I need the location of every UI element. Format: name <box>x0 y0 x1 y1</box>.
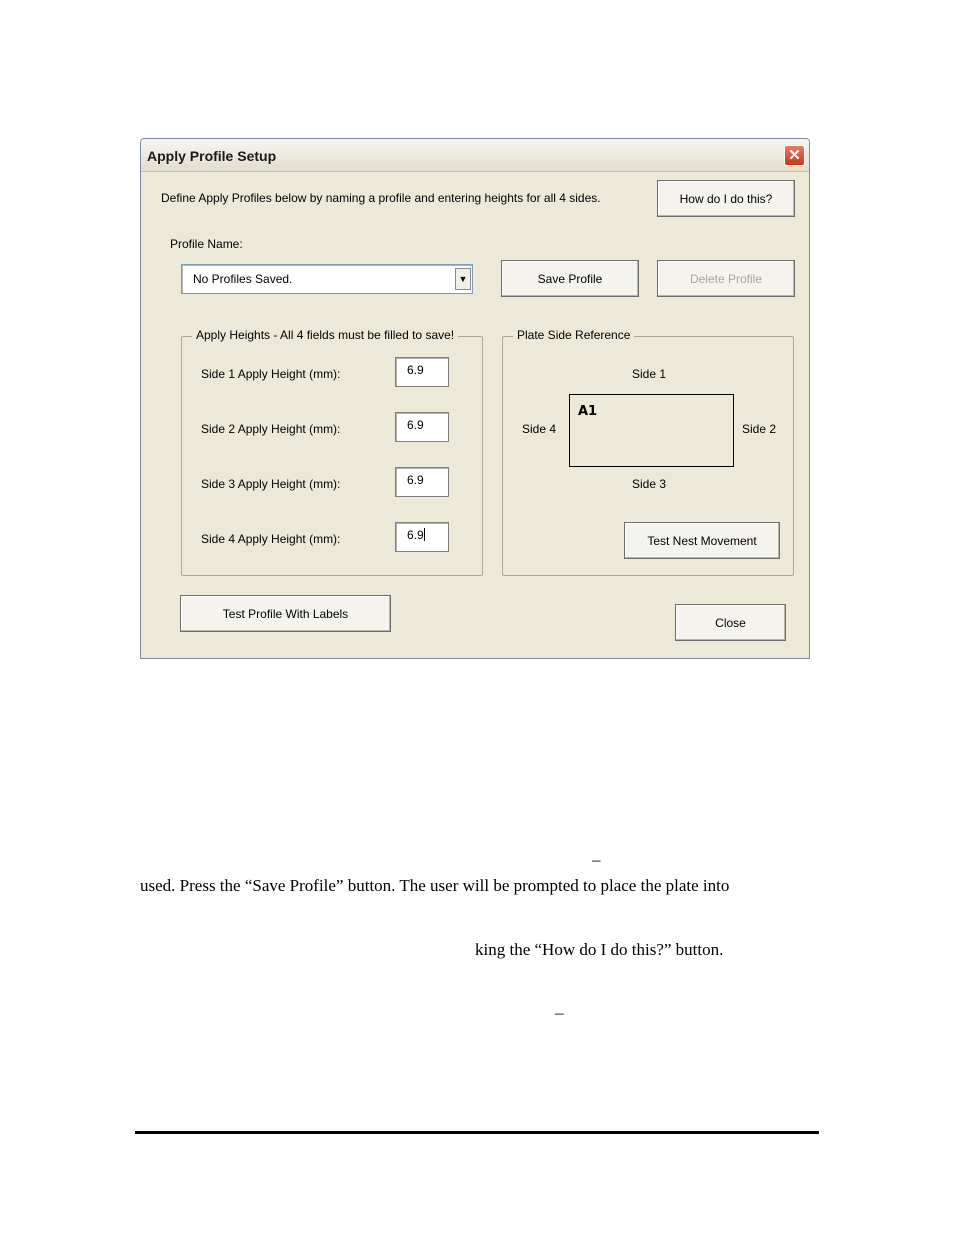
side-2-height-label: Side 2 Apply Height (mm): <box>201 422 341 436</box>
save-profile-button[interactable]: Save Profile <box>501 260 639 297</box>
text-cursor <box>424 528 425 541</box>
apply-heights-legend: Apply Heights - All 4 fields must be filled to save! <box>192 328 458 342</box>
side-2-reference-label: Side 2 <box>742 422 777 436</box>
close-button[interactable]: Close <box>675 604 786 641</box>
document-line-1: used. Press the “Save Profile” button. The user will be prompted to place the plate into <box>140 876 730 895</box>
test-nest-movement-button[interactable]: Test Nest Movement <box>624 522 780 559</box>
side-3-reference-label: Side 3 <box>632 477 667 491</box>
footer-rule <box>135 1131 819 1134</box>
side-1-reference-label: Side 1 <box>632 367 667 381</box>
plate-diagram <box>569 394 734 467</box>
side-1-height-input[interactable]: 6.9 <box>395 357 449 387</box>
side-3-height-input[interactable]: 6.9 <box>395 467 449 497</box>
plate-well-label: A1 <box>578 404 598 419</box>
apply-profile-dialog <box>140 138 810 659</box>
close-window-icon[interactable]: ✕ <box>784 145 805 166</box>
dropdown-arrow-icon[interactable]: ▼ <box>455 268 471 290</box>
side-4-height-value: 6.9 <box>407 528 424 542</box>
title-bar[interactable] <box>141 139 809 172</box>
profile-name-dropdown[interactable] <box>181 264 473 294</box>
side-4-height-label: Side 4 Apply Height (mm): <box>201 532 341 546</box>
document-dash-1: – <box>592 850 601 869</box>
side-4-reference-label: Side 4 <box>522 422 557 436</box>
plate-side-reference-group <box>502 328 794 576</box>
delete-profile-button[interactable]: Delete Profile <box>657 260 795 297</box>
profile-name-value: No Profiles Saved. <box>193 272 293 286</box>
side-1-height-label: Side 1 Apply Height (mm): <box>201 367 341 381</box>
document-line-2: king the “How do I do this?” button. <box>475 940 724 959</box>
dialog-title: Apply Profile Setup <box>147 148 277 164</box>
apply-heights-group <box>181 328 483 576</box>
instructions-text: Define Apply Profiles below by naming a profile and entering heights for all 4 sides. <box>161 191 601 205</box>
test-profile-with-labels-button[interactable]: Test Profile With Labels <box>180 595 391 632</box>
side-2-height-input[interactable]: 6.9 <box>395 412 449 442</box>
how-do-i-do-this-button[interactable]: How do I do this? <box>657 180 795 217</box>
plate-side-reference-legend: Plate Side Reference <box>513 328 634 342</box>
side-3-height-label: Side 3 Apply Height (mm): <box>201 477 341 491</box>
document-dash-2: – <box>555 1003 564 1022</box>
side-4-height-input[interactable] <box>395 522 449 552</box>
profile-name-label: Profile Name: <box>170 237 243 251</box>
